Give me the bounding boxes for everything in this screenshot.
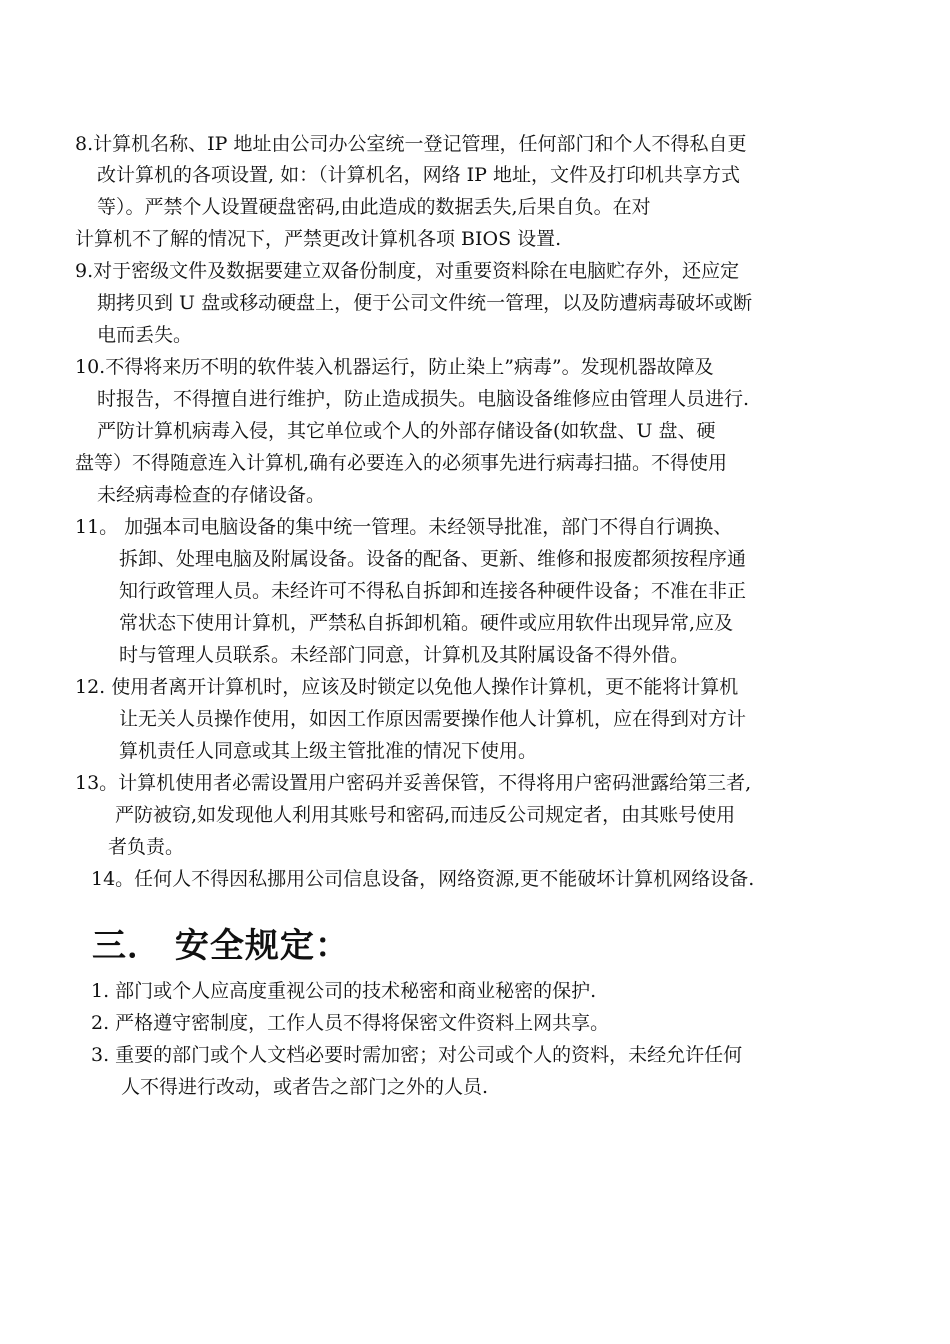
- item-12-line-1: 12. 使用者离开计算机时，应该及时锁定以免他人操作计算机，更不能将计算机: [75, 676, 739, 698]
- item-12-line-3: 算机责任人同意或其上级主管批准的情况下使用。: [119, 740, 538, 762]
- security-item-3-line-1: 3. 重要的部门或个人文档必要时需加密；对公司或个人的资料，未经允许任何: [91, 1044, 743, 1066]
- item-11-line-3: 知行政管理人员。未经许可不得私自拆卸和连接各种硬件设备；不准在非正: [119, 580, 747, 602]
- item-13-line-2: 严防被窃,如发现他人利用其账号和密码,而违反公司规定者，由其账号使用: [115, 804, 736, 826]
- item-11-line-5: 时与管理人员联系。未经部门同意，计算机及其附属设备不得外借。: [119, 644, 690, 666]
- item-11-line-4: 常状态下使用计算机，严禁私自拆卸机箱。硬件或应用软件出现异常,应及: [119, 612, 734, 634]
- item-10-line-5: 未经病毒检查的存储设备。: [97, 484, 326, 506]
- security-item-3-line-2: 人不得进行改动，或者告之部门之外的人员.: [121, 1076, 489, 1098]
- item-13-line-1: 13。计算机使用者必需设置用户密码并妥善保管，不得将用户密码泄露给第三者,: [75, 772, 752, 794]
- item-9-line-2: 期拷贝到 U 盘或移动硬盘上，便于公司文件统一管理，以及防遭病毒破坏或断: [97, 292, 753, 314]
- item-12-line-2: 让无关人员操作使用，如因工作原因需要操作他人计算机，应在得到对方计: [119, 708, 747, 730]
- item-10-line-1: 10.不得将来历不明的软件装入机器运行，防止染上”病毒”。发现机器故障及: [75, 356, 714, 378]
- item-8-line-3: 等）。严禁个人设置硬盘密码,由此造成的数据丢失,后果自负。在对: [97, 196, 651, 218]
- section-heading: 三． 安全规定：: [92, 926, 350, 966]
- item-9-line-3: 电而丢失。: [97, 324, 193, 346]
- security-item-2-line-1: 2. 严格遵守密制度，工作人员不得将保密文件资料上网共享。: [91, 1012, 610, 1034]
- item-11-line-1: 11。 加强本司电脑设备的集中统一管理。未经领导批准，部门不得自行调换、: [75, 516, 733, 538]
- item-8-line-4: 计算机不了解的情况下，严禁更改计算机各项 BIOS 设置.: [75, 228, 562, 250]
- item-10-line-3: 严防计算机病毒入侵，其它单位或个人的外部存储设备(如软盘、U 盘、硬: [97, 420, 716, 442]
- item-10-line-2: 时报告，不得擅自进行维护，防止造成损失。电脑设备维修应由管理人员进行.: [97, 388, 750, 410]
- item-10-line-4: 盘等）不得随意连入计算机,确有必要连入的必须事先进行病毒扫描。不得使用: [75, 452, 728, 474]
- item-11-line-2: 拆卸、处理电脑及附属设备。设备的配备、更新、维修和报废都须按程序通: [119, 548, 747, 570]
- item-9-line-1: 9.对于密级文件及数据要建立双备份制度，对重要资料除在电脑贮存外，还应定: [75, 260, 740, 282]
- security-item-1-line-1: 1. 部门或个人应高度重视公司的技术秘密和商业秘密的保护.: [91, 980, 597, 1002]
- item-14-line-1: 14。任何人不得因私挪用公司信息设备，网络资源,更不能破坏计算机网络设备.: [91, 868, 755, 890]
- item-13-line-3: 者负责。: [108, 836, 185, 858]
- item-8-line-2: 改计算机的各项设置, 如：（计算机名，网络 IP 地址，文件及打印机共享方式: [97, 164, 740, 186]
- item-8-line-1: 8.计算机名称、IP 地址由公司办公室统一登记管理，任何部门和个人不得私自更: [75, 133, 747, 155]
